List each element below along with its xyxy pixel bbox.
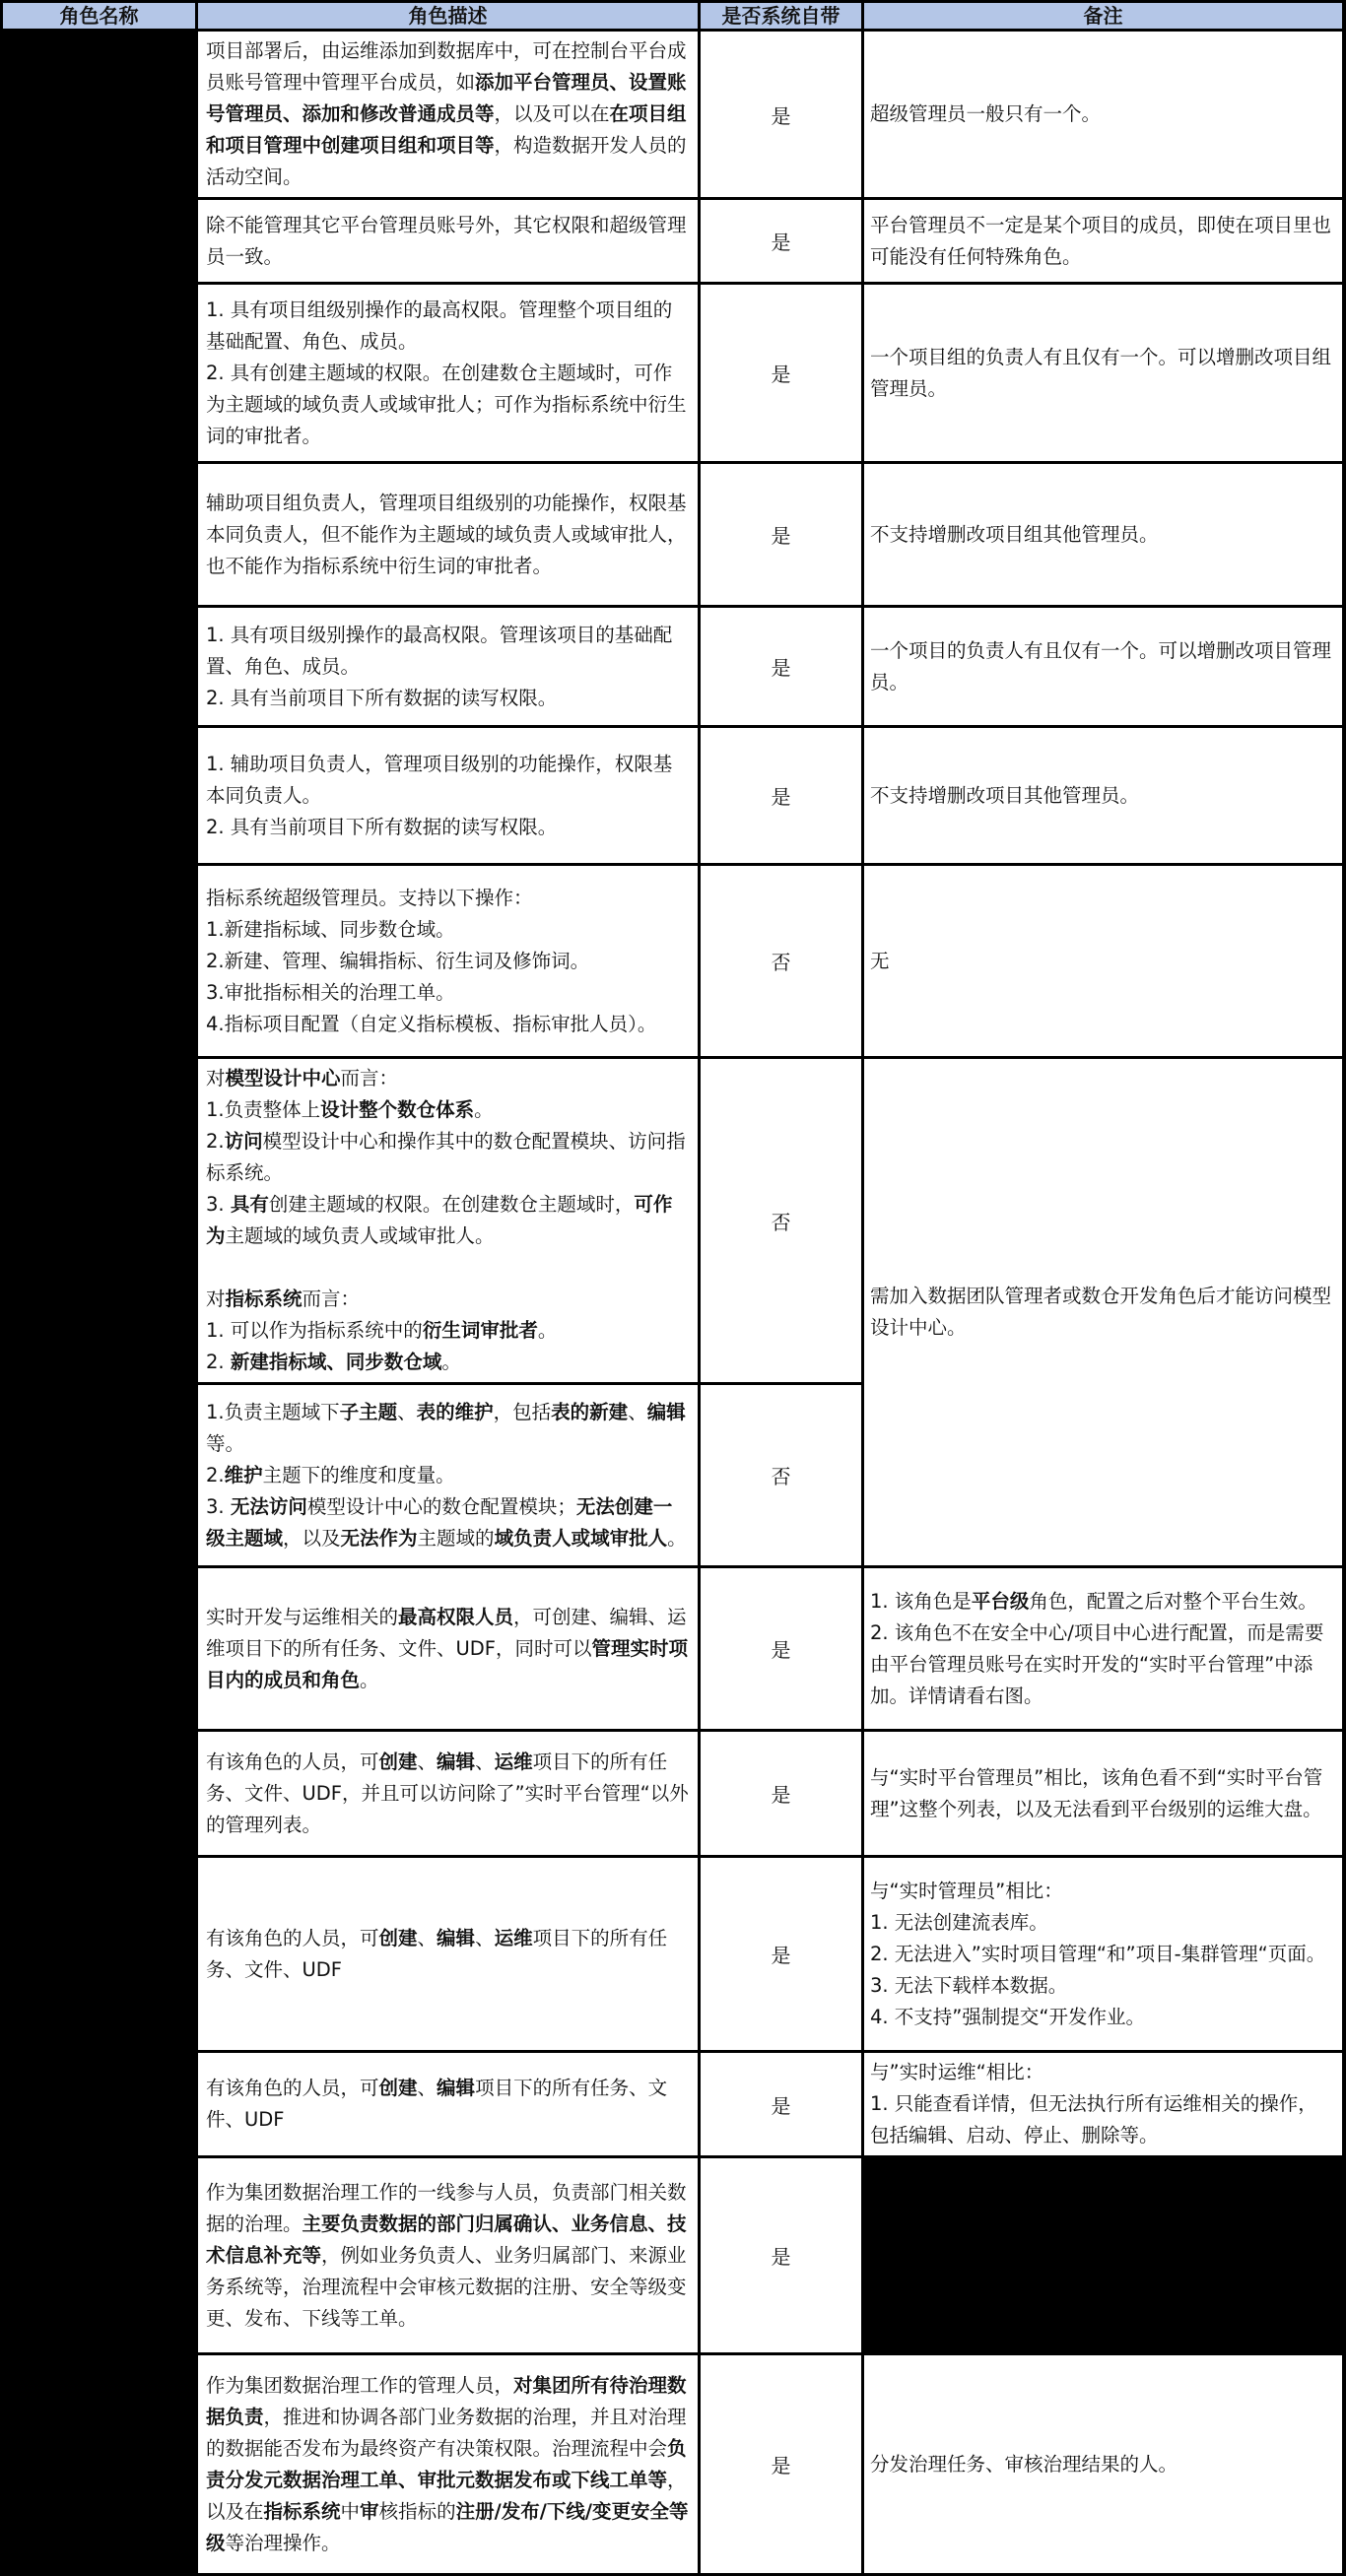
text: 对 — [206, 1288, 226, 1310]
remarks-cell — [863, 1058, 1344, 1567]
text: 实时开发与运维相关的 — [206, 1605, 399, 1628]
table-row — [2, 727, 1344, 865]
text: 不支持增删改项目其他管理员。 — [870, 783, 1140, 807]
text: 、 — [628, 1400, 647, 1423]
role-name-cell — [2, 1857, 197, 2052]
bold-text: 对集团所有待治理数据负责 — [206, 2373, 687, 2428]
role-desc-cell — [197, 1731, 700, 1857]
role-name-cell — [2, 463, 197, 607]
text-line — [206, 977, 690, 1009]
remarks-cell — [863, 2052, 1344, 2157]
role-desc-cell — [197, 2354, 700, 2575]
text: 2. — [206, 1351, 231, 1373]
table-body — [2, 31, 1344, 2575]
text: 作为集团数据治理工作的管理人员， — [206, 2373, 514, 2397]
text-line — [206, 1923, 690, 1986]
text: 与”实时运维“相比： — [870, 2061, 1044, 2083]
bold-text: 编辑 — [646, 1400, 686, 1423]
text-line — [206, 1460, 690, 1491]
text: 辅助项目组负责人，管理项目组级别的功能操作，权限基本同负责人，但不能作为主题域的域负责人或域审批人，也不能作为指标系统中衍生词的审批者。 — [206, 491, 687, 577]
text: 等治理操作。 — [225, 2531, 341, 2554]
role-desc-cell — [197, 1857, 700, 2052]
text: 分发治理任务、审核治理结果的人。 — [870, 2452, 1178, 2476]
text: 除不能管理其它平台管理员账号外，其它权限和超级管理员一致。 — [206, 213, 687, 268]
text: 项目下的所有任务、文件、UDF — [206, 1926, 668, 1981]
is-builtin-cell: 是 — [700, 2157, 863, 2354]
role-name-cell — [2, 31, 197, 199]
text: 、 — [475, 1750, 495, 1773]
text-line — [206, 946, 690, 977]
text: 1.负责主题域下 — [206, 1400, 340, 1423]
role-name-cell — [2, 727, 197, 865]
text: ，可创建、编辑、运维项目下的所有任务、文件、UDF，同时可以 — [206, 1605, 687, 1660]
table-row — [2, 199, 1344, 284]
remarks-cell — [863, 284, 1344, 463]
role-desc-cell — [197, 31, 700, 199]
text: 1. 辅助项目负责人，管理项目级别的功能操作，权限基本同负责人。 — [206, 752, 673, 807]
remarks-cell — [863, 2157, 1344, 2354]
remarks-cell — [863, 1731, 1344, 1857]
bold-text: 无法创建一级主题域 — [206, 1494, 673, 1550]
text: ，例如业务负责人、业务归属部门、来源业务系统等，治理流程中会审核元数据的注册、安全等级变更、发布、下线等工单。 — [206, 2243, 687, 2330]
text-line — [870, 946, 1334, 977]
text: 1. 无法创建流表库。 — [870, 1910, 1048, 1934]
text-line — [206, 2370, 690, 2559]
text: 4. 不支持”强制提交“开发作业。 — [870, 2005, 1146, 2028]
bold-text: 注册/发布/下线/变更安全等级 — [206, 2499, 689, 2554]
text-line — [206, 1063, 690, 1094]
is-builtin-cell: 是 — [700, 1731, 863, 1857]
text: 等。 — [206, 1431, 245, 1455]
header-remarks: 备注 — [863, 2, 1344, 31]
bold-text: 域负责人或域审批人 — [494, 1526, 668, 1550]
bold-text: 衍生词审批者 — [422, 1319, 538, 1342]
text: 而言： — [302, 1288, 361, 1310]
text: 需加入数据团队管理者或数仓开发角色后才能访问模型设计中心。 — [870, 1285, 1332, 1339]
table-row — [2, 2157, 1344, 2354]
table-row — [2, 865, 1344, 1058]
text: 、 — [397, 1400, 417, 1423]
text-line — [206, 683, 690, 714]
text: 、 — [475, 1926, 495, 1949]
text: 主题域的域负责人或域审批人。 — [225, 1224, 495, 1247]
role-name-cell — [2, 1567, 197, 1731]
table-row — [2, 1567, 1344, 1731]
text: 项目下的所有任务、文件、UDF — [206, 2077, 668, 2131]
text: 与“实时管理员”相比： — [870, 1879, 1063, 1902]
bold-text: 维护 — [224, 1463, 263, 1486]
remarks-cell — [863, 31, 1344, 199]
is-builtin-cell: 是 — [700, 607, 863, 727]
text: 。 — [667, 1526, 687, 1550]
remarks-cell — [863, 199, 1344, 284]
text: ，构造数据开发人员的活动空间。 — [206, 134, 687, 188]
text-line — [206, 35, 690, 193]
table-row — [2, 1058, 1344, 1384]
text: 。 — [360, 1668, 379, 1691]
text: 、 — [417, 1926, 437, 1949]
role-desc-cell — [197, 463, 700, 607]
bold-text: 在项目组和项目管理中创建项目组和项目等 — [206, 102, 687, 157]
bold-text: 创建 — [378, 1750, 418, 1773]
text-line — [206, 1094, 690, 1126]
text-line — [206, 1347, 690, 1378]
bold-text: 创建 — [378, 2077, 418, 2099]
text-line — [870, 2002, 1334, 2033]
text: 有该角色的人员，可 — [206, 1926, 379, 1949]
text-line — [206, 883, 690, 914]
text-line — [870, 1907, 1334, 1939]
bold-text: 运维 — [494, 1926, 533, 1949]
role-desc-cell — [197, 1567, 700, 1731]
role-name-cell — [2, 2354, 197, 2575]
table-row — [2, 2354, 1344, 2575]
is-builtin-cell: 是 — [700, 463, 863, 607]
bold-text: 编辑 — [437, 1750, 476, 1773]
text: 、 — [417, 1750, 437, 1773]
text-line — [870, 635, 1334, 698]
bold-text: 设计整个数仓体系 — [320, 1098, 475, 1121]
bold-text: 审 — [360, 2499, 379, 2523]
header-role-desc: 角色描述 — [197, 2, 700, 31]
text: 1. 具有项目组级别操作的最高权限。管理整个项目组的基础配置、角色、成员。 — [206, 297, 673, 353]
text: 2. 无法进入”实时项目管理“和”项目-集群管理“页面。 — [870, 1942, 1326, 1965]
text: 2. 具有创建主题域的权限。在创建数仓主题域时，可作为主题域的域负责人或域审批人；可作为指标系统中衍生词的审批者。 — [206, 361, 687, 447]
bold-text: 模型设计中心 — [225, 1067, 341, 1090]
text: 3. — [206, 1494, 231, 1518]
role-desc-cell — [197, 607, 700, 727]
text-line — [206, 1189, 690, 1252]
text: ，以及可以在 — [494, 102, 610, 125]
role-desc-cell — [197, 284, 700, 463]
text-line — [870, 2057, 1334, 2088]
text: ，以及在 — [206, 2468, 687, 2523]
is-builtin-cell: 是 — [700, 2354, 863, 2575]
remarks-cell — [863, 2354, 1344, 2575]
text: 。 — [537, 1319, 558, 1342]
role-name-cell — [2, 865, 197, 1058]
is-builtin-cell: 是 — [700, 1567, 863, 1731]
text: 2. — [206, 1130, 225, 1153]
text: 模型设计中心的数仓配置模块； — [306, 1494, 576, 1518]
text-line — [206, 488, 690, 582]
text-line — [870, 1281, 1334, 1344]
text: 作为集团数据治理工作的一线参与人员，负责部门相关数据的治理。 — [206, 2180, 687, 2235]
text: 一个项目的负责人有且仅有一个。可以增删改项目管理员。 — [870, 638, 1332, 694]
role-name-cell — [2, 2157, 197, 2354]
role-name-cell — [2, 607, 197, 727]
bold-text: 表的维护 — [416, 1400, 494, 1423]
text: 核指标的 — [378, 2499, 456, 2523]
text: 主题下的维度和度量。 — [262, 1463, 455, 1486]
text: 2. 具有当前项目下所有数据的读写权限。 — [206, 815, 558, 838]
role-name-cell — [2, 1384, 197, 1567]
text: 不支持增删改项目组其他管理员。 — [870, 522, 1159, 546]
text: 3. — [206, 1193, 231, 1216]
text: 一个项目组的负责人有且仅有一个。可以增删改项目组管理员。 — [870, 345, 1332, 400]
text: 对 — [206, 1067, 226, 1090]
text: 有该角色的人员，可 — [206, 2077, 379, 2099]
text: 。 — [441, 1351, 461, 1373]
text: 2. 具有当前项目下所有数据的读写权限。 — [206, 686, 558, 709]
text-line — [206, 749, 690, 812]
text: 1. 该角色是 — [870, 1589, 972, 1613]
text: 而言： — [340, 1067, 399, 1090]
text: 超级管理员一般只有一个。 — [870, 102, 1102, 125]
role-name-cell — [2, 199, 197, 284]
text-line — [870, 1618, 1334, 1712]
header-row — [2, 2, 1344, 31]
table-row — [2, 463, 1344, 607]
text: 主题域的 — [417, 1526, 495, 1550]
header-is-builtin: 是否系统自带 — [700, 2, 863, 31]
bold-text: 子主题 — [339, 1400, 398, 1423]
bold-text: 无法访问 — [230, 1494, 307, 1518]
text: 项目下的所有任务、文件、UDF，并且可以访问除了”实时平台管理“以外的管理列表。 — [206, 1750, 689, 1836]
bold-text: 负责分发元数据治理工单、审批元数据发布或下线工单等 — [206, 2436, 687, 2491]
text-line — [206, 358, 690, 452]
text-line — [206, 1315, 690, 1347]
remarks-cell — [863, 1567, 1344, 1731]
is-builtin-cell: 是 — [700, 284, 863, 463]
text-line — [206, 2073, 690, 2136]
role-desc-cell — [197, 2052, 700, 2157]
text: 创建主题域的权限。在创建数仓主题域时， — [268, 1193, 635, 1216]
bold-text: 编辑 — [437, 2077, 476, 2099]
bold-text: 创建 — [378, 1926, 418, 1949]
remarks-cell — [863, 1857, 1344, 2052]
text: 平台管理员不一定是某个项目的成员，即使在项目里也可能没有任何特殊角色。 — [870, 213, 1332, 268]
role-name-cell — [2, 1058, 197, 1384]
text-line — [870, 2449, 1334, 2480]
text: 2.新建、管理、编辑指标、衍生词及修饰词。 — [206, 949, 590, 972]
text-line — [870, 780, 1334, 812]
text-line — [870, 1762, 1334, 1825]
table-row — [2, 31, 1344, 199]
remarks-cell — [863, 463, 1344, 607]
bold-text: 编辑 — [437, 1926, 476, 1949]
text-line — [870, 1939, 1334, 1970]
is-builtin-cell: 是 — [700, 727, 863, 865]
text-line — [870, 1970, 1334, 2002]
bold-text: 最高权限人员 — [398, 1605, 514, 1628]
text: 2. 该角色不在安全中心/项目中心进行配置，而是需要由平台管理员账号在实时开发的“实时平台管理”中添加。详情请看右图。 — [870, 1620, 1324, 1707]
table-row — [2, 1731, 1344, 1857]
text: 1. 只能查看详情，但无法执行所有运维相关的操作，包括编辑、启动、停止、删除等。 — [870, 2092, 1317, 2147]
text-line — [206, 914, 690, 946]
text: 2. — [206, 1463, 225, 1486]
text: 有该角色的人员，可 — [206, 1750, 379, 1773]
bold-text: 表的新建 — [551, 1400, 629, 1423]
text-line — [206, 295, 690, 358]
text: 项目部署后，由运维添加到数据库中，可在控制台平台成员账号管理中管理平台成员，如 — [206, 39, 687, 94]
bold-text: 可作为 — [206, 1193, 673, 1247]
is-builtin-cell: 是 — [700, 1857, 863, 2052]
text: 4.指标项目配置（自定义指标模板、指标审批人员）。 — [206, 1012, 657, 1035]
text: 。 — [474, 1098, 494, 1121]
text: 3.审批指标相关的治理工单。 — [206, 980, 455, 1004]
is-builtin-cell: 是 — [700, 199, 863, 284]
is-builtin-cell: 否 — [700, 1384, 863, 1567]
text-line — [206, 2177, 690, 2335]
text-line — [870, 1586, 1334, 1618]
text: 3. 无法下载样本数据。 — [870, 1973, 1068, 1997]
text: 、 — [417, 2077, 437, 2099]
text: 1. 可以作为指标系统中的 — [206, 1319, 423, 1342]
text-line — [206, 1491, 690, 1554]
bold-text: 具有 — [230, 1193, 269, 1216]
bold-text: 管理实时项目内的成员和角色 — [206, 1636, 689, 1691]
role-name-cell — [2, 1731, 197, 1857]
text: 指标系统超级管理员。支持以下操作： — [206, 886, 533, 909]
text-line — [870, 519, 1334, 551]
is-builtin-cell: 是 — [700, 31, 863, 199]
text-line — [206, 1747, 690, 1841]
table-row — [2, 607, 1344, 727]
text-line — [870, 342, 1334, 405]
text: 模型设计中心和操作其中的数仓配置模块、访问指标系统。 — [206, 1130, 686, 1184]
text: 无 — [870, 949, 890, 972]
bold-text: 指标系统 — [263, 2499, 341, 2523]
role-desc-cell — [197, 2157, 700, 2354]
text-line — [206, 1602, 690, 1696]
text-line — [870, 1876, 1334, 1907]
text-line — [870, 210, 1334, 273]
bold-text: 添加平台管理员、设置账号管理员、添加和修改普通成员等 — [206, 71, 687, 125]
role-desc-cell — [197, 865, 700, 1058]
text-line — [206, 620, 690, 683]
remarks-cell — [863, 865, 1344, 1058]
header-role-name: 角色名称 — [2, 2, 197, 31]
text-line — [870, 2088, 1334, 2151]
bold-text: 无法作为 — [340, 1526, 418, 1550]
text: 中 — [340, 2499, 361, 2523]
role-desc-cell — [197, 1058, 700, 1384]
is-builtin-cell: 是 — [700, 2052, 863, 2157]
bold-text: 平台级 — [971, 1589, 1030, 1613]
text-line — [206, 210, 690, 273]
bold-text: 新建指标域、同步数仓域 — [230, 1351, 442, 1373]
table-row — [2, 1857, 1344, 2052]
role-name-cell — [2, 2052, 197, 2157]
is-builtin-cell: 否 — [700, 865, 863, 1058]
blank-line — [206, 1252, 690, 1284]
text: ，包括 — [493, 1400, 552, 1423]
text: 1.新建指标域、同步数仓域。 — [206, 917, 455, 941]
text: 与“实时平台管理员”相比，该角色看不到“实时平台管理”这整个列表，以及无法看到平台级别的运维大盘。 — [870, 1765, 1323, 1820]
text: ，以及 — [283, 1526, 341, 1550]
remarks-cell — [863, 727, 1344, 865]
role-name-cell — [2, 284, 197, 463]
bold-text: 指标系统 — [225, 1288, 303, 1310]
text-line — [870, 99, 1334, 130]
text-line — [206, 1126, 690, 1189]
role-desc-cell — [197, 199, 700, 284]
bold-text: 主要负责数据的部门归属确认、业务信息、技术信息补充等 — [206, 2212, 687, 2267]
text: 角色，配置之后对整个平台生效。 — [1029, 1589, 1317, 1613]
is-builtin-cell: 否 — [700, 1058, 863, 1384]
text: ，推进和协调各部门业务数据的治理，并且对治理的数据能否发布为最终资产有决策权限。治理流程中会 — [206, 2405, 687, 2460]
text-line — [206, 1009, 690, 1040]
text: 1. 具有项目级别操作的最高权限。管理该项目的基础配置、角色、成员。 — [206, 623, 673, 678]
role-desc-cell — [197, 1384, 700, 1567]
bold-text: 访问 — [224, 1130, 263, 1153]
text: 1.负责整体上 — [206, 1098, 321, 1121]
remarks-cell — [863, 607, 1344, 727]
text-line — [206, 1284, 690, 1315]
text-line — [206, 1397, 690, 1460]
role-desc-cell — [197, 727, 700, 865]
bold-text: 运维 — [494, 1750, 533, 1773]
table-row — [2, 2052, 1344, 2157]
text-line — [206, 812, 690, 843]
table-row — [2, 284, 1344, 463]
